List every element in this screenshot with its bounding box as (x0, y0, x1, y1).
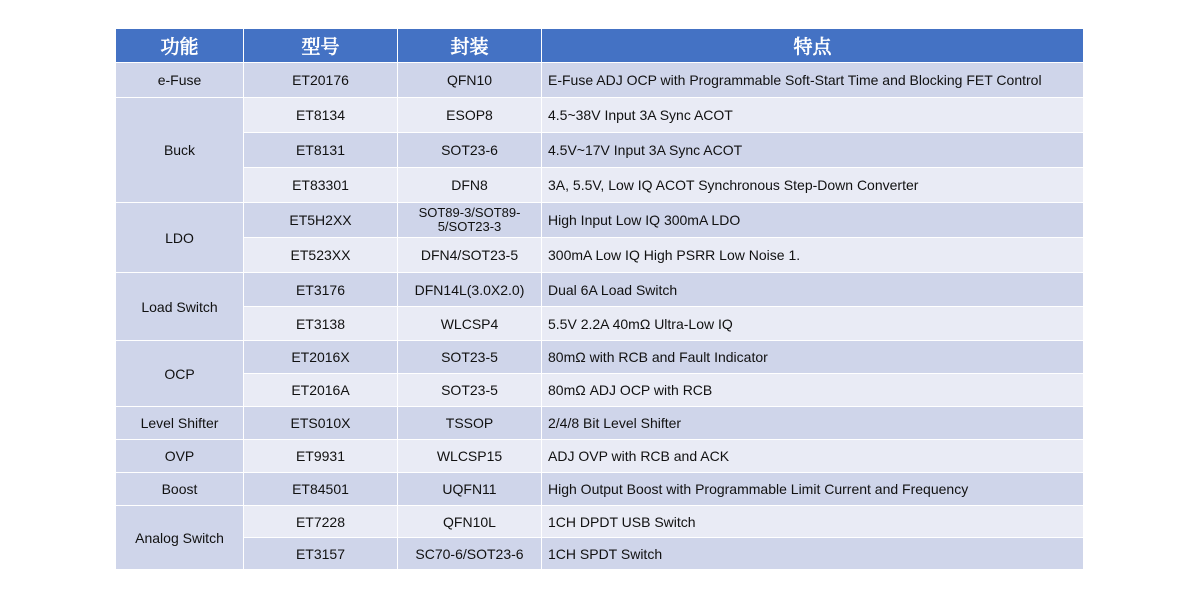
package-cell: QFN10L (398, 506, 542, 538)
package-cell: ESOP8 (398, 98, 542, 133)
model-cell: ET5H2XX (244, 203, 398, 238)
package-cell: DFN14L(3.0X2.0) (398, 273, 542, 307)
header-package: 封装 (398, 29, 542, 63)
table-row (116, 538, 1084, 570)
model-cell: ET3176 (244, 273, 398, 307)
feature-cell: 2/4/8 Bit Level Shifter (542, 407, 1084, 440)
model-cell: ET9931 (244, 440, 398, 473)
table-row (116, 341, 1084, 374)
table-row (116, 63, 1084, 98)
table-row (116, 407, 1084, 440)
model-cell: ET20176 (244, 63, 398, 98)
feature-cell: 3A, 5.5V, Low IQ ACOT Synchronous Step-Down Converter (542, 168, 1084, 203)
category-cell: Buck (116, 98, 244, 203)
feature-cell: ADJ OVP with RCB and ACK (542, 440, 1084, 473)
table-row (116, 273, 1084, 307)
feature-cell: 4.5V~17V Input 3A Sync ACOT (542, 133, 1084, 168)
package-cell: WLCSP4 (398, 307, 542, 341)
package-cell: TSSOP (398, 407, 542, 440)
feature-cell: 5.5V 2.2A 40mΩ Ultra-Low IQ (542, 307, 1084, 341)
feature-cell: 4.5~38V Input 3A Sync ACOT (542, 98, 1084, 133)
feature-cell: E-Fuse ADJ OCP with Programmable Soft-Start Time and Blocking FET Control (542, 63, 1084, 98)
feature-cell: High Output Boost with Programmable Limit Current and Frequency (542, 473, 1084, 506)
product-table-container (116, 29, 1084, 570)
feature-cell: 300mA Low IQ High PSRR Low Noise 1. (542, 238, 1084, 273)
model-cell: ET84501 (244, 473, 398, 506)
category-cell: Analog Switch (116, 506, 244, 570)
category-cell: LDO (116, 203, 244, 273)
header-model: 型号 (244, 29, 398, 63)
package-cell: QFN10 (398, 63, 542, 98)
header-features: 特点 (542, 29, 1084, 63)
package-cell: UQFN11 (398, 473, 542, 506)
package-cell: SOT89-3/SOT89-5/SOT23-3 (398, 203, 542, 238)
model-cell: ET83301 (244, 168, 398, 203)
model-cell: ET523XX (244, 238, 398, 273)
category-cell: Boost (116, 473, 244, 506)
table-row (116, 238, 1084, 273)
category-cell: e-Fuse (116, 63, 244, 98)
model-cell: ETS010X (244, 407, 398, 440)
model-cell: ET8134 (244, 98, 398, 133)
table-row (116, 440, 1084, 473)
table-row (116, 506, 1084, 538)
model-cell: ET7228 (244, 506, 398, 538)
package-cell: WLCSP15 (398, 440, 542, 473)
category-cell: Level Shifter (116, 407, 244, 440)
table-row (116, 133, 1084, 168)
feature-cell: 1CH SPDT Switch (542, 538, 1084, 570)
package-cell: DFN8 (398, 168, 542, 203)
feature-cell: 80mΩ with RCB and Fault Indicator (542, 341, 1084, 374)
table-row (116, 203, 1084, 238)
model-cell: ET8131 (244, 133, 398, 168)
model-cell: ET2016A (244, 374, 398, 407)
package-cell: DFN4/SOT23-5 (398, 238, 542, 273)
header-function: 功能 (116, 29, 244, 63)
table-header-row (116, 29, 1084, 63)
feature-cell: High Input Low IQ 300mA LDO (542, 203, 1084, 238)
model-cell: ET3157 (244, 538, 398, 570)
table-row (116, 98, 1084, 133)
table-row (116, 307, 1084, 341)
package-cell: SC70-6/SOT23-6 (398, 538, 542, 570)
model-cell: ET3138 (244, 307, 398, 341)
model-cell: ET2016X (244, 341, 398, 374)
table-row (116, 473, 1084, 506)
product-table (116, 29, 1084, 570)
category-cell: Load Switch (116, 273, 244, 341)
feature-cell: Dual 6A Load Switch (542, 273, 1084, 307)
package-cell: SOT23-5 (398, 341, 542, 374)
feature-cell: 1CH DPDT USB Switch (542, 506, 1084, 538)
package-cell: SOT23-6 (398, 133, 542, 168)
feature-cell: 80mΩ ADJ OCP with RCB (542, 374, 1084, 407)
table-row (116, 168, 1084, 203)
table-row (116, 374, 1084, 407)
package-cell: SOT23-5 (398, 374, 542, 407)
category-cell: OVP (116, 440, 244, 473)
category-cell: OCP (116, 341, 244, 407)
